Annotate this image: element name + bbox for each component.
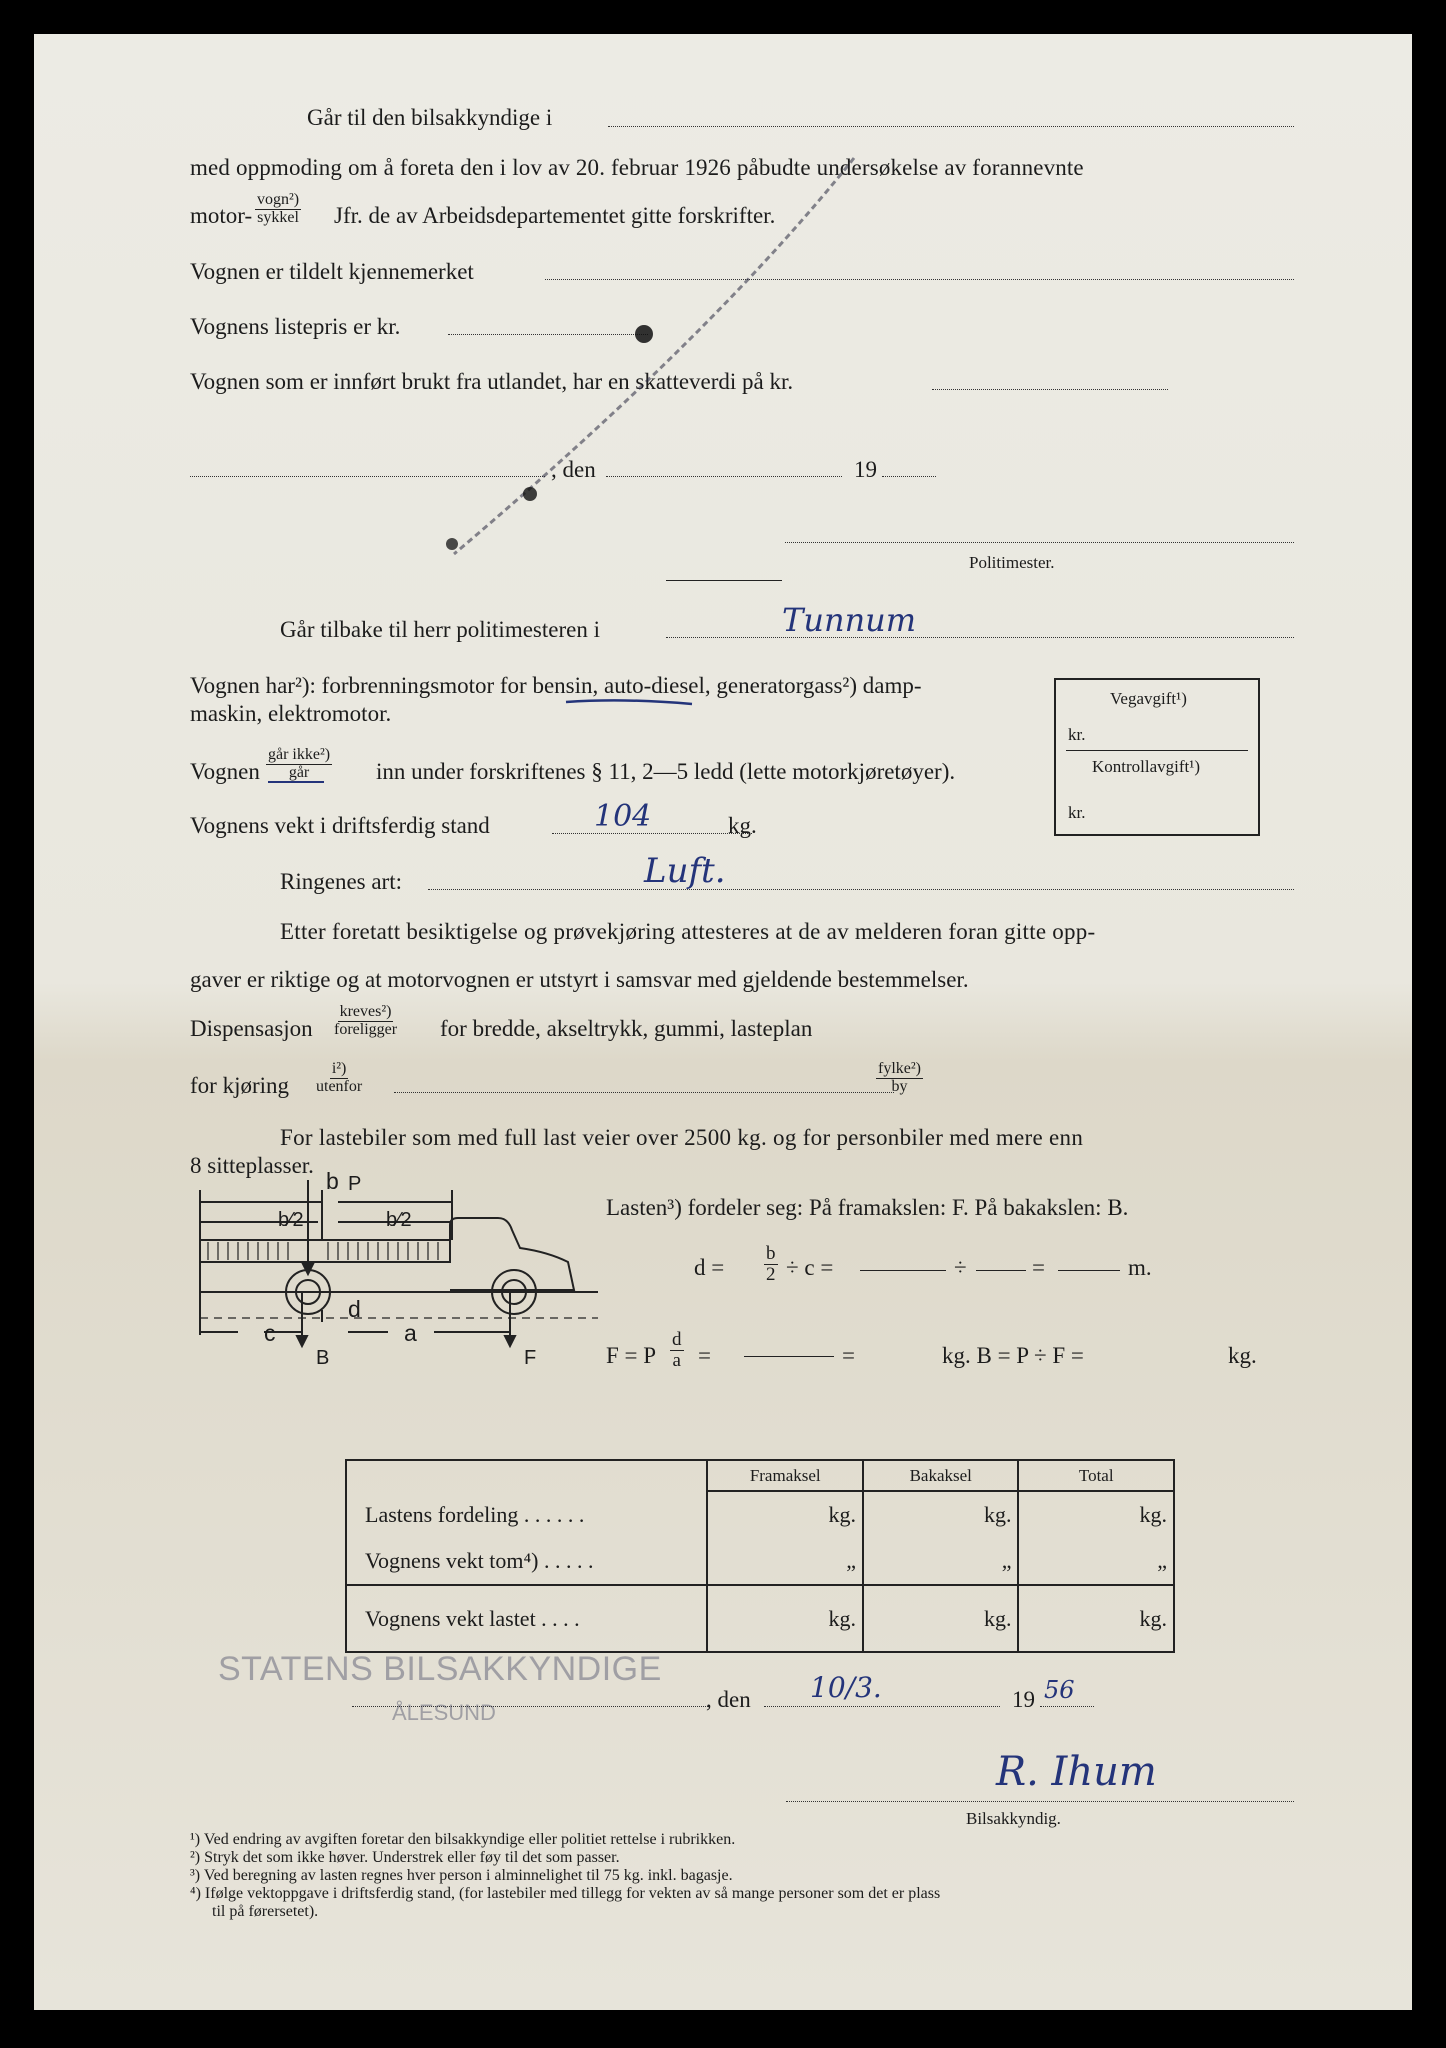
diagram-label-a: a [404,1320,417,1346]
signature-date-handwritten: 10/3. [810,1671,882,1704]
formula-d-div: ÷ [954,1255,967,1280]
vognen-prefix: Vognen [190,759,260,784]
ringenes-handwritten: Luft. [644,851,726,891]
den-label: , den [551,457,596,482]
vognen-har-text-1: Vognen har²): forbrenningsmotor for bensin, auto-diesel, generatorgass²) damp- [190,673,922,698]
skatteverdi-field[interactable] [932,389,1168,390]
year-field[interactable] [882,476,936,477]
diagram-label-p: P [348,1173,362,1195]
kontrollavgift-title: Kontrollavgift¹) [1092,757,1201,776]
table-cell[interactable]: kg. [863,1491,1019,1538]
motor-suffix: Jfr. de av Arbeidsdepartementet gitte forskrifter. [334,203,776,228]
kjennemerke-label: Vognen er tildelt kjennemerket [190,259,474,284]
formula-d-blank-1[interactable] [860,1270,946,1271]
table-cell[interactable]: „ [863,1538,1019,1585]
table-cell[interactable]: kg. [707,1585,863,1652]
formula-d-fraction: $\frac{b}{2}$ [766,1243,776,1285]
footnote-1: ¹) Ved endring av avgiften foretar den bilsakkyndige eller politiet rettelse i rubrikken. [190,1831,736,1848]
underline-gar-mark [266,778,326,786]
separator-rule [666,580,782,581]
table-cell[interactable]: „ [1018,1538,1174,1585]
underline-bensin-mark [564,696,694,708]
table-row-label: Vognens vekt lastet . . . . [365,1605,580,1631]
etter-text-2: gaver er riktige og at motorvognen er utstyrt i samsvar med gjeldende bestemmelser. [190,967,969,992]
table-row-label: Vognens vekt tom⁴) . . . . . [365,1548,594,1574]
diagram-label-d: d [348,1296,361,1322]
kjoring-fraction: i²) utenfor [316,1060,363,1095]
listepris-label: Vognens listepris er kr. [190,314,401,339]
year-prefix: 19 [854,457,877,482]
gar-fraction: går ikke²) går [268,746,331,781]
oppmoding-text: med oppmoding om å foreta den i lov av 20. februar 1926 påbudte undersøkelse av forannevnte [190,155,1084,180]
vegavgift-title: Vegavgift¹) [1110,689,1187,708]
vekt-label: Vognens vekt i driftsferdig stand [190,813,490,838]
footnote-4-cont: til på førersetet). [212,1903,319,1920]
lastebiler-text-2: 8 sitteplasser. [190,1153,314,1178]
diagram-label-b-half-2: b⁄2 [386,1209,412,1231]
signature-year-field[interactable] [1040,1706,1094,1707]
formula-d-unit: m. [1128,1255,1152,1280]
vegavgift-divider [1066,750,1248,751]
table-cell[interactable]: „ [707,1538,863,1585]
ink-smear-mark [414,154,884,574]
disp-prefix: Dispensasjon [190,1016,313,1041]
formula-f-kg: kg. B = P ÷ F = [942,1343,1084,1368]
signature-place-field[interactable] [352,1706,708,1707]
diagram-label-b: b [326,1168,339,1194]
formula-f-kg2: kg. [1228,1343,1257,1368]
skatteverdi-label: Vognen som er innført brukt fra utlandet, har en skatteverdi på kr. [190,369,794,394]
truck-load-diagram [198,1170,608,1350]
table-cell[interactable]: kg. [863,1585,1019,1652]
table-header-bakaksel: Bakaksel [863,1460,1019,1491]
fylke-fraction: fylke²) by [878,1060,921,1095]
form-page [34,34,1412,2010]
formula-d-blank-2[interactable] [976,1270,1026,1271]
table-cell[interactable]: kg. [1018,1585,1174,1652]
vekt-unit: kg. [728,813,757,838]
vegavgift-kr: kr. [1068,725,1086,744]
motor-fraction: vogn²) sykkel [257,191,300,226]
kjoring-field[interactable] [394,1092,894,1093]
formula-f-blank-1[interactable] [744,1356,834,1357]
formula-f-fraction: $\frac{d}{a}$ [672,1329,682,1371]
signature-year-handwritten: 56 [1044,1676,1075,1704]
diagram-label-B: B [316,1347,330,1369]
load-table [345,1459,1175,1653]
table-row [346,1538,1174,1585]
formula-f-left: F = P [606,1343,657,1368]
diagram-label-c: c [264,1320,276,1346]
tilbake-handwritten: Tunnum [782,601,917,639]
vekt-field[interactable] [552,833,752,834]
diagram-label-F: F [524,1347,537,1369]
kjoring-prefix: for kjøring [190,1073,290,1098]
table-row [346,1585,1174,1652]
table-row-label: Lastens fordeling . . . . . . [365,1501,585,1527]
lastebiler-text-1: For lastebiler som med full last veier over 2500 kg. og for personbiler med mere enn [280,1125,1084,1150]
lasten-label: Lasten³) fordeler seg: På framakslen: F. På bakakslen: B. [606,1195,1129,1220]
footnote-4: ⁴) Ifølge vektoppgave i driftsferdig stand, (for lastebiler med tillegg for vekten av så mange personer som det er plass [190,1885,941,1902]
tilbake-label: Går tilbake til herr politimesteren i [280,617,600,642]
signature-year-prefix: 19 [1012,1687,1035,1712]
gar-suffix: inn under forskriftenes § 11, 2—5 ledd (lette motorkjøretøyer). [376,759,956,784]
formula-d-blank-3[interactable] [1058,1270,1120,1271]
table-header-total: Total [1018,1460,1174,1491]
formula-d-left: d = [694,1255,725,1280]
disp-suffix: for bredde, akseltrykk, gummi, lasteplan [440,1016,813,1041]
stamp-statens-bilsakkyndige: STATENS BILSAKKYNDIGE [218,1650,662,1688]
vognen-har-text-2: maskin, elektromotor. [190,701,392,726]
vekt-handwritten: 104 [594,799,652,834]
table-cell[interactable]: kg. [1018,1491,1174,1538]
bilsakkyndig-signature-line[interactable] [786,1801,1294,1802]
etter-text-1: Etter foretatt besiktigelse og prøvekjøring attesteres at de av melderen foran gitte opp- [280,919,1096,944]
footnote-2: ²) Stryk det som ikke høver. Understrek eller føy til det som passer. [190,1849,620,1866]
diagram-label-b-half-1: b⁄2 [278,1209,304,1231]
formula-d-eq: = [1032,1255,1045,1280]
stamp-alesund: ÅLESUND [392,1700,496,1725]
tilbake-field[interactable] [666,637,1294,638]
disp-fraction: kreves²) foreligger [334,1003,398,1038]
bilsakkyndig-signature-handwritten: R. Ihum [996,1749,1157,1795]
bilsakkyndig-label: Bilsakkyndig. [966,1809,1061,1828]
motor-prefix: motor- [190,203,253,228]
bilsakkyndige-field[interactable] [608,126,1294,127]
table-header-framaksel: Framaksel [707,1460,863,1491]
ringenes-field[interactable] [428,889,1294,890]
vegavgift-box [1054,678,1260,836]
table-row [346,1491,1174,1538]
formula-f-eq2: = [842,1343,855,1368]
bilsakkyndige-label: Går til den bilsakkyndige i [307,105,553,130]
kontrollavgift-kr: kr. [1068,803,1086,822]
signature-den-label: , den [706,1687,751,1712]
ringenes-label: Ringenes art: [280,869,402,894]
footnote-3: ³) Ved beregning av lasten regnes hver person i alminnelighet til 75 kg. inkl. bagasje. [190,1867,733,1884]
signature-date-field[interactable] [764,1706,1000,1707]
formula-d-mid: ÷ c = [786,1255,834,1280]
formula-f-eq1: = [698,1343,711,1368]
politimester-label: Politimester. [969,553,1055,572]
table-cell[interactable]: kg. [707,1491,863,1538]
table-header-blank [346,1460,707,1491]
